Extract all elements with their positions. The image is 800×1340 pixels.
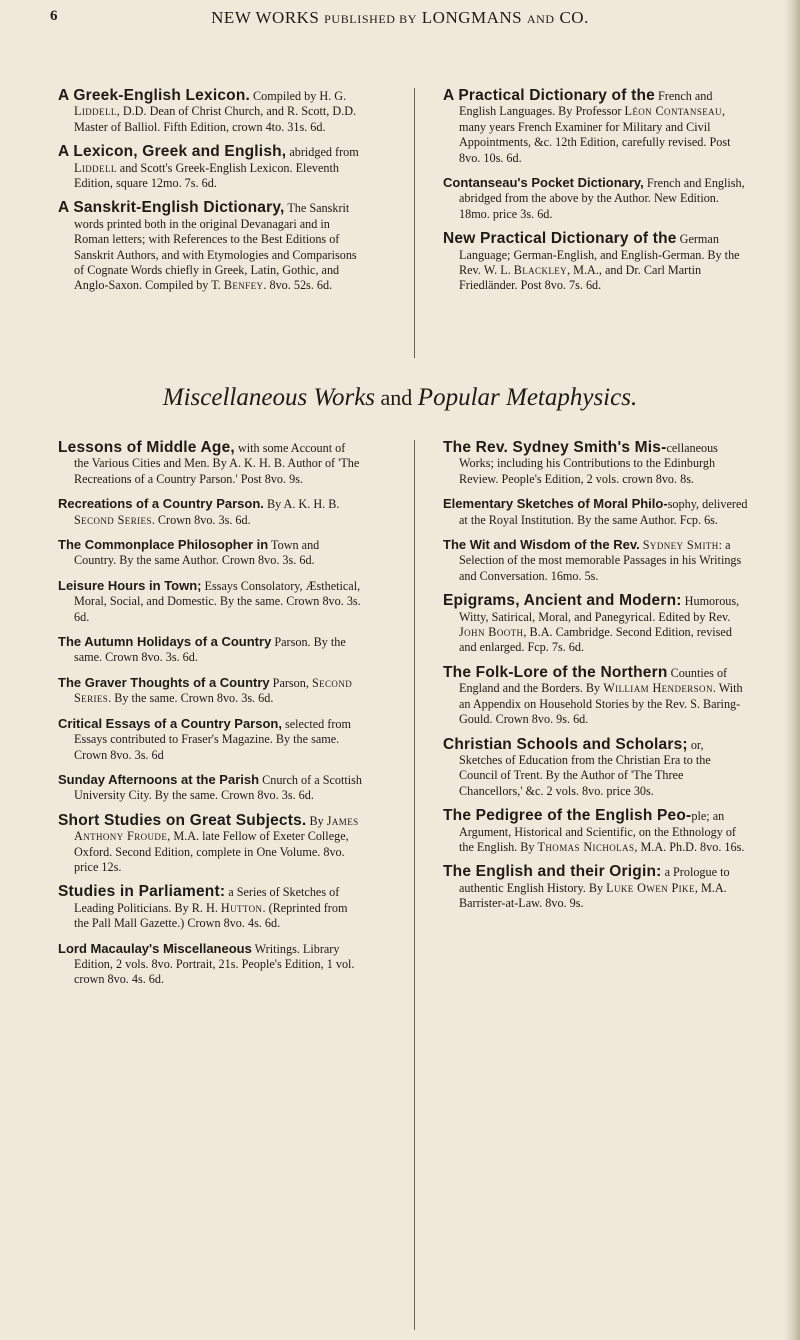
book-description: ple; an Argument, Historical and Scientific, on the Ethnology of the English. By	[459, 809, 736, 854]
book-title: Lord Macaulay's Miscellaneous	[58, 940, 252, 956]
book-description: French and English Languages. By Professor	[459, 89, 713, 119]
book-description: a Prologue to authentic English History. By	[459, 865, 730, 895]
book-title: Sunday Afternoons at the Parish	[58, 771, 260, 787]
book-description: By A. K. H. B.	[263, 497, 340, 512]
book-entry	[58, 496, 363, 528]
book-title: The Autumn Holidays of a Country	[58, 634, 272, 650]
book-title: The Wit and Wisdom of the Rev.	[443, 537, 640, 553]
book-entry	[443, 864, 749, 911]
book-description: cellaneous Works; including his Contributions to the Edinburgh Review. People's Edition, 2 vols. crown 8vo. 8s.	[459, 441, 718, 486]
book-title: Christian Schools and Scholars;	[443, 735, 688, 753]
misc-column-left	[58, 440, 363, 997]
book-entry	[58, 772, 363, 804]
book-details: . With an Appendix on Household Stories by the Rev. S. Baring-Gould. Crown 8vo. 9s. 6d.	[459, 681, 743, 727]
book-title: Recreations of a Country Parson.	[58, 496, 264, 512]
book-entry	[443, 665, 749, 728]
book-entry	[58, 813, 363, 876]
book-title: Leisure Hours in Town;	[58, 577, 202, 593]
book-description: Writings. Library Edition, 2 vols. 8vo. Portrait, 21s. People's Edition, 1 vol. crown 8vo. 4s. 6d.	[74, 941, 355, 987]
book-title: Contanseau's Pocket Dictionary,	[443, 175, 644, 191]
book-entry	[443, 808, 749, 855]
book-details: . Crown 8vo. 3s. 6d.	[151, 512, 251, 527]
author-name: Blackley	[513, 263, 568, 278]
book-description: Essays Consolatory, Æsthetical, Moral, Social, and Domestic. By the same. Crown 8vo. 3s. 6d.	[74, 578, 361, 624]
book-entry	[58, 578, 363, 625]
book-entry	[443, 737, 749, 800]
book-description: Counties of England and the Borders. By	[459, 665, 728, 696]
book-description: German Language; German-English, and English-German. By the Rev. W. L.	[459, 232, 740, 278]
book-description: The Sanskrit words printed both in the original Devanagari and in Roman letters; with References to the Best Editions of Sanskrit Authors, and with Etymologies and Comparisons of Cognate Words chiefly in Greek, Latin, Gothic, and Anglo-Saxon. Compiled by T.	[74, 201, 357, 293]
author-name: Second Series	[74, 675, 353, 706]
book-title: A Lexicon, Greek and English,	[58, 143, 287, 161]
book-details: , M.A. late Fellow of Exeter College, Oxford. Second Edition, complete in One Volume. 8vo. price 12s.	[74, 829, 349, 874]
book-description: Compiled by H. G.	[250, 89, 347, 103]
author-name: Liddell	[74, 160, 117, 175]
page-number: 6	[50, 8, 58, 24]
book-title: Short Studies on Great Subjects.	[58, 811, 307, 829]
book-details: , many years French Examiner for Military and Civil Appointments, &c. 12th Edition, carefully revised. Post 8vo. 10s. 6d.	[459, 104, 731, 165]
book-details: . By the same. Crown 8vo. 3s. 6d.	[108, 691, 274, 706]
column-rule-bottom	[414, 440, 415, 1330]
book-details: and Scott's Greek-English Lexicon. Eleventh Edition, square 12mo. 7s. 6d.	[74, 160, 339, 191]
book-title: The Graver Thoughts of a Country	[58, 674, 270, 690]
running-head: NEW WORKS PUBLISHED BY LONGMANS AND CO.	[211, 8, 589, 27]
book-description: with some Account of the Various Cities and Men. By A. K. H. B. Author of 'The Recreations of a Country Parson.' Post 8vo. 9s.	[74, 441, 360, 486]
book-entry	[443, 496, 749, 528]
book-entry	[443, 440, 749, 487]
book-entry	[443, 88, 748, 166]
book-entry	[58, 675, 363, 707]
book-description: Humorous, Witty, Satirical, Moral, and Panegyrical. Edited by Rev.	[459, 594, 740, 624]
author-name: Hutton	[220, 900, 263, 915]
book-description: selected from Essays contributed to Fraser's Magazine. By the same. Crown 8vo. 3s. 6d	[74, 716, 351, 762]
book-entry	[58, 537, 363, 569]
author-name: Thomas Nicholas	[537, 839, 635, 854]
book-details: . (Reprinted from the Pall Mall Gazette.) Crown 8vo. 4s. 6d.	[74, 900, 348, 931]
book-details: : a Selection of the most memorable Passages in his Writings and Conversation. 16mo. 5s.	[459, 538, 742, 583]
book-description: Town and Country. By the same Author. Crown 8vo. 3s. 6d.	[74, 538, 320, 568]
book-entry	[58, 884, 363, 931]
book-title: Elementary Sketches of Moral Philo-	[443, 496, 668, 512]
book-description: French and English, abridged from the above by the Author. New Edition. 18mo. price 3s. 6d.	[459, 176, 745, 221]
author-name: Léon Contanseau	[624, 104, 722, 119]
book-title: Lessons of Middle Age,	[58, 439, 235, 456]
author-name: William Henderson	[603, 681, 713, 696]
book-description: a Series of Sketches of Leading Politicians. By R. H.	[74, 885, 340, 915]
book-entry	[58, 144, 360, 191]
book-details: , B.A. Cambridge. Second Edition, revised and enlarged. Fcp. 7s. 6d.	[459, 625, 732, 655]
book-entry	[443, 175, 748, 222]
author-name: Luke Owen Pike	[606, 880, 695, 895]
author-name: Benfey	[223, 278, 264, 293]
author-name: John Booth	[459, 625, 524, 640]
book-entry	[58, 634, 363, 666]
book-details: . 8vo. 52s. 6d.	[263, 278, 333, 293]
book-description: Parson,	[269, 675, 312, 690]
book-description: Parson. By the same. Crown 8vo. 3s. 6d.	[74, 635, 346, 665]
book-entry	[58, 88, 360, 135]
book-details: , D.D. Dean of Christ Church, and R. Scott, D.D. Master of Balliol. Fifth Edition, crown 4to. 31s. 6d.	[74, 104, 357, 134]
book-title: A Practical Dictionary of the	[443, 87, 655, 104]
book-description: By	[306, 813, 327, 828]
book-title: The Commonplace Philosopher in	[58, 537, 269, 553]
author-name: Sydney Smith	[642, 538, 719, 553]
author-name: Second Series	[74, 512, 152, 527]
book-details: , M.A., and Dr. Carl Martin Friedländer. Post 8vo. 7s. 6d.	[459, 263, 702, 293]
book-title: Epigrams, Ancient and Modern:	[443, 592, 682, 610]
book-entry	[58, 200, 360, 293]
column-rule-top	[414, 88, 415, 358]
page-header	[50, 8, 750, 32]
book-title: A Sanskrit-English Dictionary,	[58, 199, 285, 217]
book-entry	[443, 593, 749, 656]
page-edge	[784, 0, 800, 1340]
book-entry	[443, 537, 749, 584]
book-title: A Greek-English Lexicon.	[58, 87, 250, 104]
book-title: New Practical Dictionary of the	[443, 230, 677, 248]
book-title: Studies in Parliament:	[58, 883, 226, 901]
author-name: James Anthony Froude	[74, 813, 359, 844]
book-entry	[443, 231, 748, 294]
dictionary-column-left	[58, 88, 360, 303]
book-title: Critical Essays of a Country Parson,	[58, 715, 282, 731]
book-description: or, Sketches of Education from the Christian Era to the Council of Trent. By the Author of 'The Three Chancellors,' &c. 2 vols. 8vo. price 30s.	[459, 737, 711, 798]
author-name: Liddell	[74, 104, 117, 119]
book-description: abridged from	[286, 145, 359, 160]
book-details: , M.A. Ph.D. 8vo. 16s.	[634, 839, 745, 854]
book-title: The Folk-Lore of the Northern	[443, 663, 668, 681]
book-title: The Pedigree of the English Peo-	[443, 807, 692, 825]
book-description: Cnurch of a Scottish University City. By the same. Crown 8vo. 3s. 6d.	[74, 772, 362, 803]
book-title: The Rev. Sydney Smith's Mis-	[443, 439, 667, 456]
book-entry	[58, 716, 363, 763]
book-description: sophy, delivered at the Royal Institution. By the same Author. Fcp. 6s.	[459, 497, 748, 527]
section-title: Miscellaneous Works and Popular Metaphysics.	[162, 384, 638, 411]
book-title: The English and their Origin:	[443, 863, 662, 881]
dictionary-column-right	[443, 88, 748, 303]
book-entry	[58, 440, 363, 487]
book-entry	[58, 941, 363, 988]
book-details: , M.A. Barrister-at-Law. 8vo. 9s.	[459, 880, 727, 911]
misc-column-right	[443, 440, 749, 921]
